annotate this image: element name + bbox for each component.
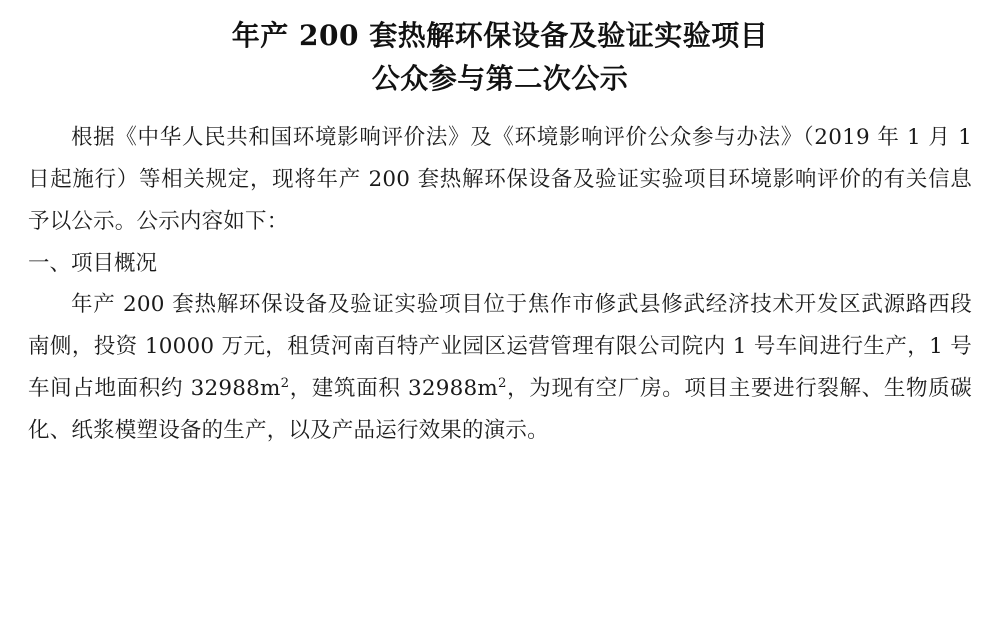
title-line-2: 公众参与第二次公示: [371, 62, 629, 96]
section-body-suffix: ，为现有空厂房。项目主要进行裂解、生物质碳化、纸浆模塑设备的生产，以及产品运行效果的演示。: [28, 376, 972, 444]
section-heading-project-overview: 一、项目概况: [28, 250, 158, 276]
title-line-1: 年产 200 套热解环保设备及验证实验项目: [231, 19, 769, 52]
area-superscript-1: 2: [280, 376, 290, 392]
area-superscript-2: 2: [498, 376, 507, 392]
page-title: [28, 14, 972, 101]
section-body-project-overview: [28, 284, 972, 452]
document-body: [28, 117, 972, 452]
section-body-prefix: 年产 200 套热解环保设备及验证实验项目位于焦作市修武县修武经济技术开发区武源路西段南侧，投资 10000 万元，租赁河南百特产业园区运营管理有限公司院内 1 号车间进行生产，1 号车间占地面积约 32988m: [28, 292, 972, 402]
section-body-middle: ，建筑面积 32988m: [289, 376, 498, 402]
intro-paragraph: 根据《中华人民共和国环境影响评价法》及《环境影响评价公众参与办法》（2019 年 1 月 1 日起施行）等相关规定，现将年产 200 套热解环保设备及验证实验项目环境影响评价的有关信息予以公示。公示内容如下：: [28, 124, 972, 234]
